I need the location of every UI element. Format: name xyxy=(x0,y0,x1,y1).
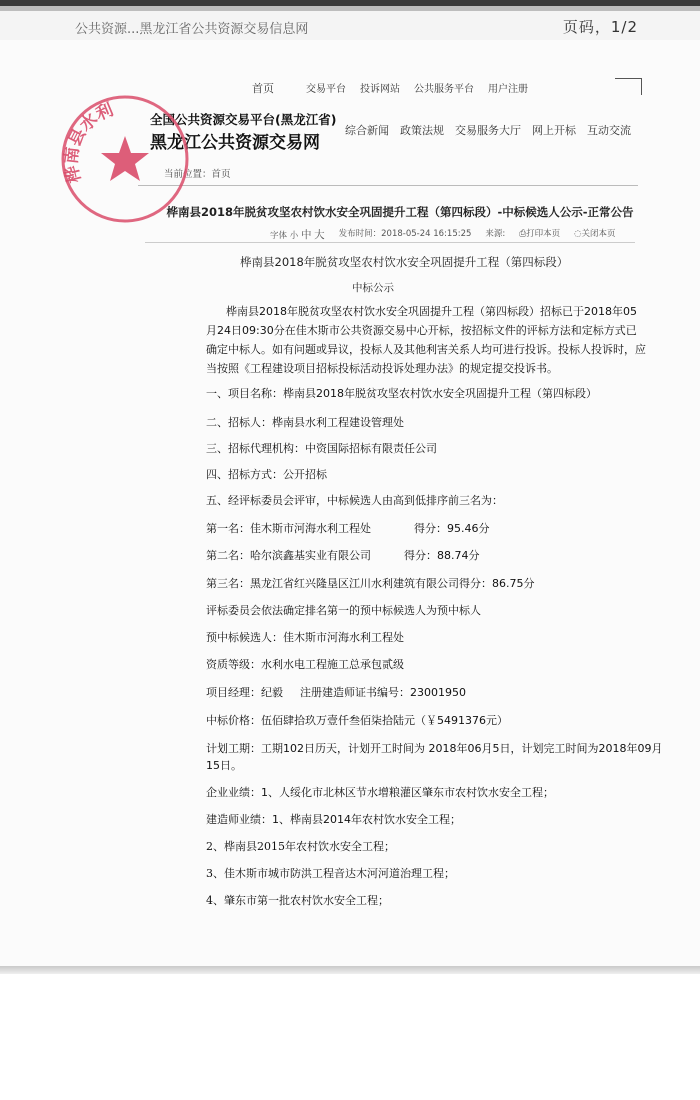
company-performance: 企业业绩：1、人绥化市北林区节水增粮灌区肇东市农村饮水安全工程； xyxy=(206,786,554,799)
announcement-title: 桦南县2018年脱贫攻坚农村饮水安全巩固提升工程（第四标段）-中标候选人公示-正常公告 xyxy=(166,205,634,219)
top-nav-complaint-site[interactable]: 投诉网站 xyxy=(360,84,400,95)
builder-performance: 建造师业绩：1、桦南县2014年农村饮水安全工程； xyxy=(206,813,461,826)
seal-star-icon xyxy=(101,136,149,181)
top-nav-trading-platform[interactable]: 交易平台 xyxy=(306,84,346,95)
main-nav-trading-hall[interactable]: 交易服务大厅 xyxy=(455,124,521,137)
print-page-link[interactable]: ⎙打印本页 xyxy=(519,229,561,239)
item-ranking-intro: 五、经评标委员会评审，中标候选人由高到低排序前三名为： xyxy=(206,494,503,507)
project-manager: 项目经理：纪毅 xyxy=(206,686,283,699)
font-size-label: 字体 xyxy=(270,231,288,241)
publish-time: 发布时间：2018-05-24 16:15:25 xyxy=(338,229,472,239)
top-nav xyxy=(252,80,528,96)
font-size-large[interactable]: 大 xyxy=(314,229,325,241)
top-nav-public-service[interactable]: 公共服务平台 xyxy=(414,84,474,95)
main-nav-policy[interactable]: 政策法规 xyxy=(400,124,444,137)
breadcrumb: 当前位置：首页 xyxy=(164,169,231,180)
source-label: 来源: xyxy=(485,229,506,239)
scan-header-text: 公共资源...黑龙江省公共资源交易信息网 xyxy=(75,22,309,37)
main-nav-news[interactable]: 综合新闻 xyxy=(345,124,389,137)
svg-text:桦南县水利 xyxy=(60,99,116,185)
plan-period-end: 15日。 xyxy=(206,759,242,772)
page-number: 页码，1/2 xyxy=(562,18,638,36)
site-title[interactable]: 黑龙江公共资源交易网 xyxy=(150,133,320,153)
seal-text: 桦南县水利 xyxy=(61,99,117,185)
rank3: 第三名：黑龙江省红兴隆垦区江川水利建筑有限公司得分：86.75分 xyxy=(206,577,535,590)
official-seal xyxy=(58,92,192,226)
performance-item-3: 3、佳木斯市城市防洪工程音达木河河道治理工程； xyxy=(206,867,455,880)
item-agency: 三、招标代理机构：中资国际招标有限责任公司 xyxy=(206,442,437,455)
top-nav-register[interactable]: 用户注册 xyxy=(488,84,528,95)
doc-heading: 桦南县2018年脱贫攻坚农村饮水安全巩固提升工程（第四标段） xyxy=(240,255,569,269)
divider xyxy=(138,185,638,186)
performance-item-2: 2、桦南县2015年农村饮水安全工程； xyxy=(206,840,395,853)
rank2-name: 第二名：哈尔滨鑫基实业有限公司 xyxy=(206,549,371,562)
top-nav-home[interactable]: 首页 xyxy=(252,82,274,95)
announcement-meta xyxy=(270,227,616,242)
performance-item-4: 4、肇东市第一批农村饮水安全工程； xyxy=(206,894,389,907)
font-size-small[interactable]: 小 xyxy=(289,231,299,241)
winning-price: 中标价格：伍佰肆拾玖万壹仟叁佰柒拾陆元（￥5491376元） xyxy=(206,714,508,727)
item-tenderer: 二、招标人：桦南县水利工程建设管理处 xyxy=(206,416,404,429)
login-box[interactable] xyxy=(615,78,642,95)
plan-period: 计划工期：工期102日历天，计划开工时间为 2018年06月5日，计划完工时间为2018年09月 xyxy=(206,742,663,755)
scan-bottom-edge xyxy=(0,966,700,974)
font-size-control xyxy=(270,227,325,242)
main-nav-interaction[interactable]: 互动交流 xyxy=(587,124,631,137)
print-icon: ⎙ xyxy=(519,229,527,239)
certificate-number: 注册建造师证书编号：23001950 xyxy=(300,686,466,699)
pre-winner: 预中标候选人：佳木斯市河海水利工程处 xyxy=(206,631,404,644)
main-nav xyxy=(345,122,631,138)
close-icon: ◌ xyxy=(574,229,582,239)
site-subtitle: 全国公共资源交易平台(黑龙江省) xyxy=(150,112,337,127)
qualification: 资质等级：水利水电工程施工总承包贰级 xyxy=(206,658,404,671)
item-project-name: 一、项目名称：桦南县2018年脱贫攻坚农村饮水安全巩固提升工程（第四标段） xyxy=(206,387,597,400)
item-method: 四、招标方式：公开招标 xyxy=(206,468,327,481)
rank2-score: 得分：88.74分 xyxy=(404,549,480,562)
doc-subheading: 中标公示 xyxy=(352,282,394,294)
doc-intro: 桦南县2018年脱贫攻坚农村饮水安全巩固提升工程（第四标段）招标已于2018年05月24日09:30分在佳木斯市公共资源交易中心开标，按招标文件的评标方法和定标方式已确定中标人。如有问题或异议，投标人及其他利害关系人均可进行投诉。投标人投诉时，应当按照《工程建设项目招标投标活动投诉处理办法》的规定提交投诉书。 xyxy=(206,305,646,375)
close-page-link[interactable]: ◌关闭本页 xyxy=(574,229,616,239)
main-nav-online-bidding[interactable]: 网上开标 xyxy=(532,124,576,137)
font-size-medium[interactable]: 中 xyxy=(300,229,312,241)
rank1-name: 第一名：佳木斯市河海水利工程处 xyxy=(206,522,371,535)
committee-decision: 评标委员会依法确定排名第一的预中标候选人为预中标人 xyxy=(206,604,481,617)
divider xyxy=(145,242,635,243)
rank1-score: 得分：95.46分 xyxy=(414,522,490,535)
